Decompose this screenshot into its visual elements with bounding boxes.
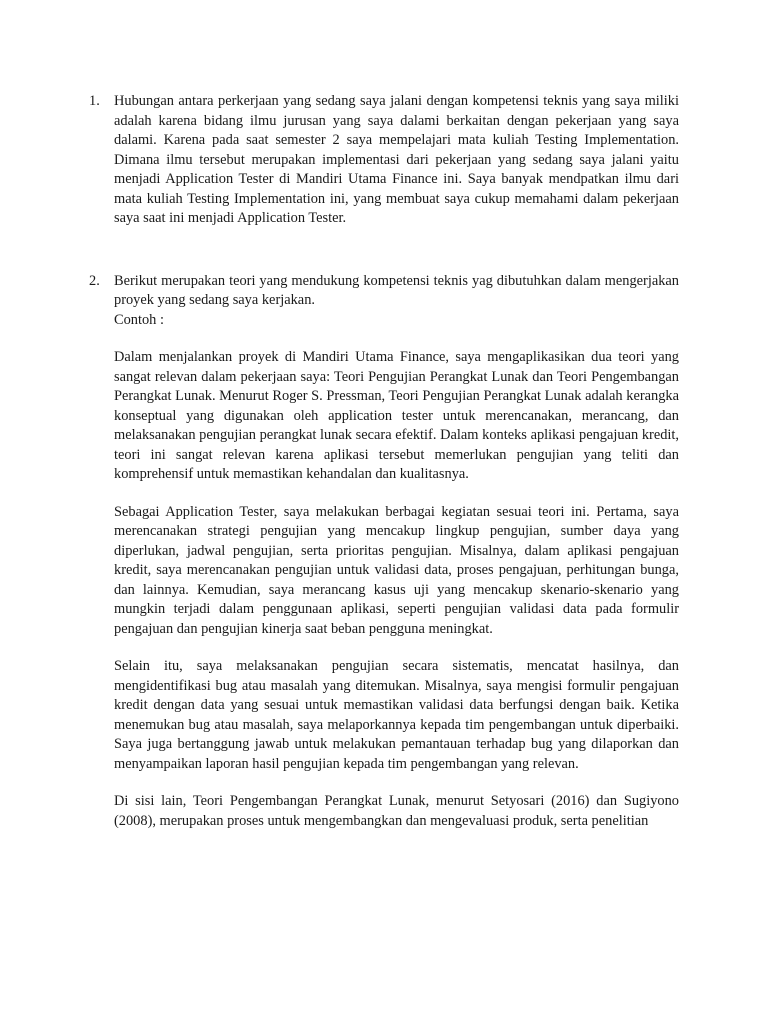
example-label: Contoh :	[114, 311, 164, 328]
list-number: 2.	[89, 272, 100, 289]
paragraph-intro: Berikut merupakan teori yang mendukung kompetensi teknis yag dibutuhkan dalam mengerjakan proyek yang sedang saya kerjakan.	[114, 272, 679, 308]
list-item-1	[89, 92, 679, 229]
paragraph-tester-activities: Sebagai Application Tester, saya melakukan berbagai kegiatan sesuai teori ini. Pertama, saya merencanakan strategi pengujian yang mencakup lingkup pengujian, sumber daya yang diperlukan, jadwal pengujian, serta prioritas pengujian. Misalnya, dalam aplikasi pengajuan kredit, saya merencanakan pengujian untuk validasi data, proses pengajuan, perhitungan bunga, dan lainnya. Kemudian, saya merancang kasus uji yang mencakup skenario-skenario yang mungkin terjadi dalam penggunaan aplikasi, seperti pengujian validasi data pada formulir pengajuan dan pengujian kinerja saat beban pengguna meningkat.	[114, 503, 679, 637]
paragraph-testing-theory: Dalam menjalankan proyek di Mandiri Utama Finance, saya mengaplikasikan dua teori yang sangat relevan dalam pekerjaan saya: Teori Pengujian Perangkat Lunak dan Teori Pengembangan Perangkat Lunak. Menurut Roger S. Pressman, Teori Pengujian Perangkat Lunak adalah kerangka konseptual yang digunakan oleh application tester untuk merencanakan, merancang, dan melaksanakan pengujian perangkat lunak secara efektif. Dalam konteks aplikasi pengajuan kredit, teori ini sangat relevan karena aplikasi tersebut memerlukan pengujian yang teliti dan komprehensif untuk memastikan kehandalan dan kualitasnya.	[114, 349, 679, 482]
paragraph-competency-relation: Hubungan antara perkerjaan yang sedang saya jalani dengan kompetensi teknis yang saya miliki adalah karena bidang ilmu jurusan yang saya dalami berkaitan dengan pekerjaan yang saya dalami. Karena pada saat semester 2 saya mempelajari mata kuliah Testing Implementation. Dimana ilmu tersebut merupakan implementasi dari pekerjaan yang sedang saya jalani yaitu menjadi Application Tester di Mandiri Utama Finance ini. Saya banyak mendpatkan ilmu dari mata kuliah Testing Implementation ini, yang membuat saya cukup memahami dalam pekerjaan saya saat ini menjadi Application Tester.	[114, 93, 679, 226]
paragraph-development-theory: Di sisi lain, Teori Pengembangan Perangkat Lunak, menurut Setyosari (2016) dan Sugiyono (2008), merupakan proses untuk mengembangkan dan mengevaluasi produk, serta penelitian	[114, 793, 679, 829]
list-item-2	[89, 272, 679, 832]
list-number: 1.	[89, 93, 100, 109]
paragraph-test-execution: Selain itu, saya melaksanakan pengujian secara sistematis, mencatat hasilnya, dan mengidentifikasi bug atau masalah yang ditemukan. Misalnya, saya mengisi formulir pengajuan kredit dengan data yang sesuai untuk memastikan validasi data berfungsi dengan baik. Ketika menemukan bug atau masalah, saya melaporkannya kepada tim pengembangan untuk diperbaiki. Saya juga bertanggung jawab untuk melakukan pemantauan terhadap bug yang dilaporkan dan menyampaikan laporan hasil pengujian kepada tim pengembangan yang relevan.	[114, 658, 679, 772]
